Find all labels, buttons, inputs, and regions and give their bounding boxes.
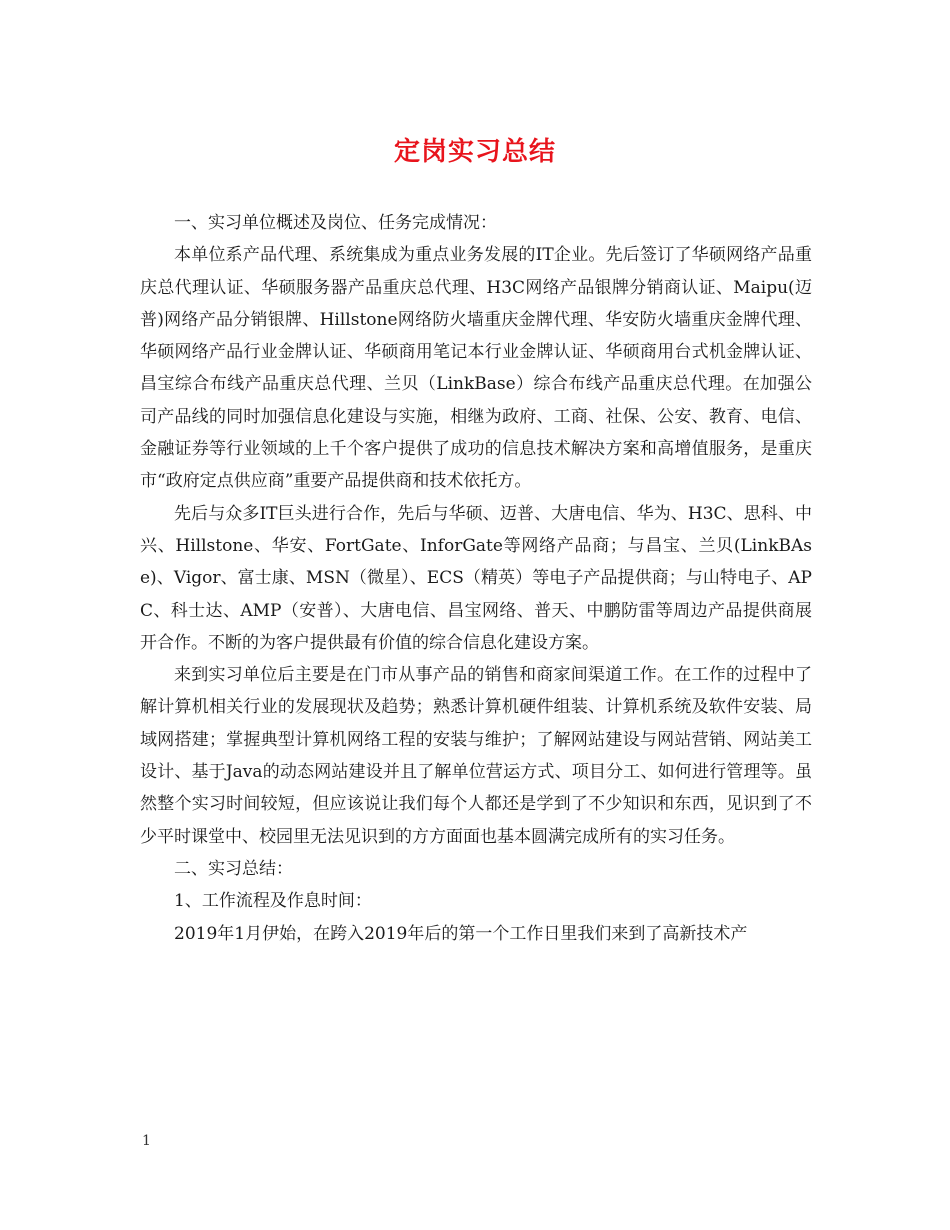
paragraph-internship-work: 来到实习单位后主要是在门市从事产品的销售和商家间渠道工作。在工作的过程中了解计算机相关行业的发展现状及趋势；熟悉计算机硬件组装、计算机系统及软件安装、局域网搭建；掌握典型计算机网络工程的安装与维护；了解网站建设与网站营销、网站美工设计、基于Java的动态网站建设并且了解单位营运方式、项目分工、如何进行管理等。虽然整个实习时间较短，但应该说让我们每个人都还是学到了不少知识和东西，见识到了不少平时课堂中、校园里无法见识到的方方面面也基本圆满完成所有的实习任务。 (140, 665, 812, 847)
document-body (140, 207, 812, 950)
paragraph-schedule: 2019年1月伊始，在跨入2019年后的第一个工作日里我们来到了高新技术产 (174, 923, 748, 944)
section-heading-2: 二、实习总结： (174, 858, 293, 879)
section-heading-1: 一、实习单位概述及岗位、任务完成情况： (174, 213, 497, 233)
paragraph-partners: 先后与众多IT巨头进行合作，先后与华硕、迈普、大唐电信、华为、H3C、思科、中兴、Hillstone、华安、FortGate、InforGate等网络产品商；与昌宝、兰贝(LinkBAse)、Vigor、富士康、MSN（微星）、ECS（精英）等电子产品提供商；与山特电子、APC、科士达、AMP（安普）、大唐电信、昌宝网络、普天、中鹏防雷等周边产品提供商展开合作。不断的为客户提供最有价值的综合信息化建设方案。 (140, 503, 812, 653)
page-number: 1 (142, 1133, 151, 1149)
paragraph-company-overview: 本单位系产品代理、系统集成为重点业务发展的IT企业。先后签订了华硕网络产品重庆总代理认证、华硕服务器产品重庆总代理、H3C网络产品银牌分销商认证、Maipu(迈普)网络产品分销银牌、Hillstone网络防火墙重庆金牌代理、华安防火墙重庆金牌代理、华硕网络产品行业金牌认证、华硕商用笔记本行业金牌认证、华硕商用台式机金牌认证、昌宝综合布线产品重庆总代理、兰贝（LinkBase）综合布线产品重庆总代理。在加强公司产品线的同时加强信息化建设与实施，相继为政府、工商、社保、公安、教育、电信、金融证券等行业领域的上千个客户提供了成功的信息技术解决方案和高增值服务，是重庆市“政府定点供应商”重要产品提供商和技术依托方。 (140, 245, 812, 492)
document-title: 定岗实习总结 (393, 137, 556, 167)
subsection-heading-1: 1、工作流程及作息时间： (174, 891, 372, 912)
